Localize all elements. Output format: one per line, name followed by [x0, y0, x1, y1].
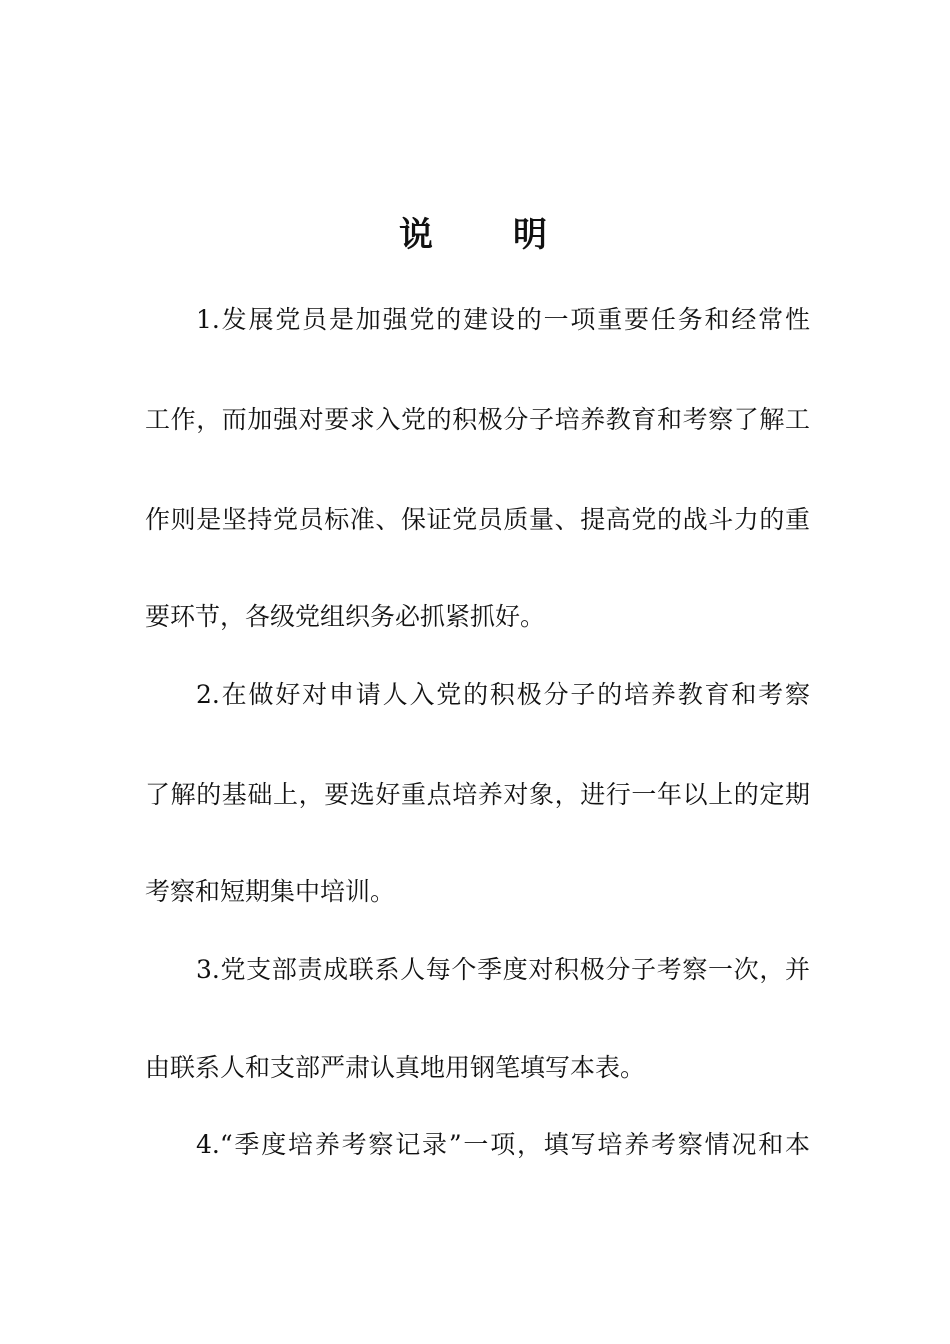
paragraph-3-line-2: 由联系人和支部严肃认真地用钢笔填写本表。 [145, 1053, 646, 1082]
paragraph-1-line-1: 1.发展党员是加强党的建设的一项重要任务和经常性 [196, 305, 810, 334]
paragraph-2-line-2: 了解的基础上，要选好重点培养对象，进行一年以上的定期 [145, 780, 810, 809]
paragraph-1-line-2: 工作，而加强对要求入党的积极分子培养教育和考察了解工 [145, 405, 810, 434]
paragraph-2-line-1: 2.在做好对申请人入党的积极分子的培养教育和考察 [196, 680, 810, 709]
paragraph-3-line-1: 3.党支部责成联系人每个季度对积极分子考察一次，并 [196, 955, 810, 984]
paragraph-1-line-3: 作则是坚持党员标准、保证党员质量、提高党的战斗力的重 [145, 505, 810, 534]
paragraph-4-line-1: 4.“季度培养考察记录”一项，填写培养考察情况和本 [196, 1130, 810, 1159]
paragraph-1-line-4: 要环节，各级党组织务必抓紧抓好。 [145, 602, 546, 631]
paragraph-2-line-3: 考察和短期集中培训。 [145, 877, 396, 906]
page-title: 说 明 [399, 215, 551, 255]
